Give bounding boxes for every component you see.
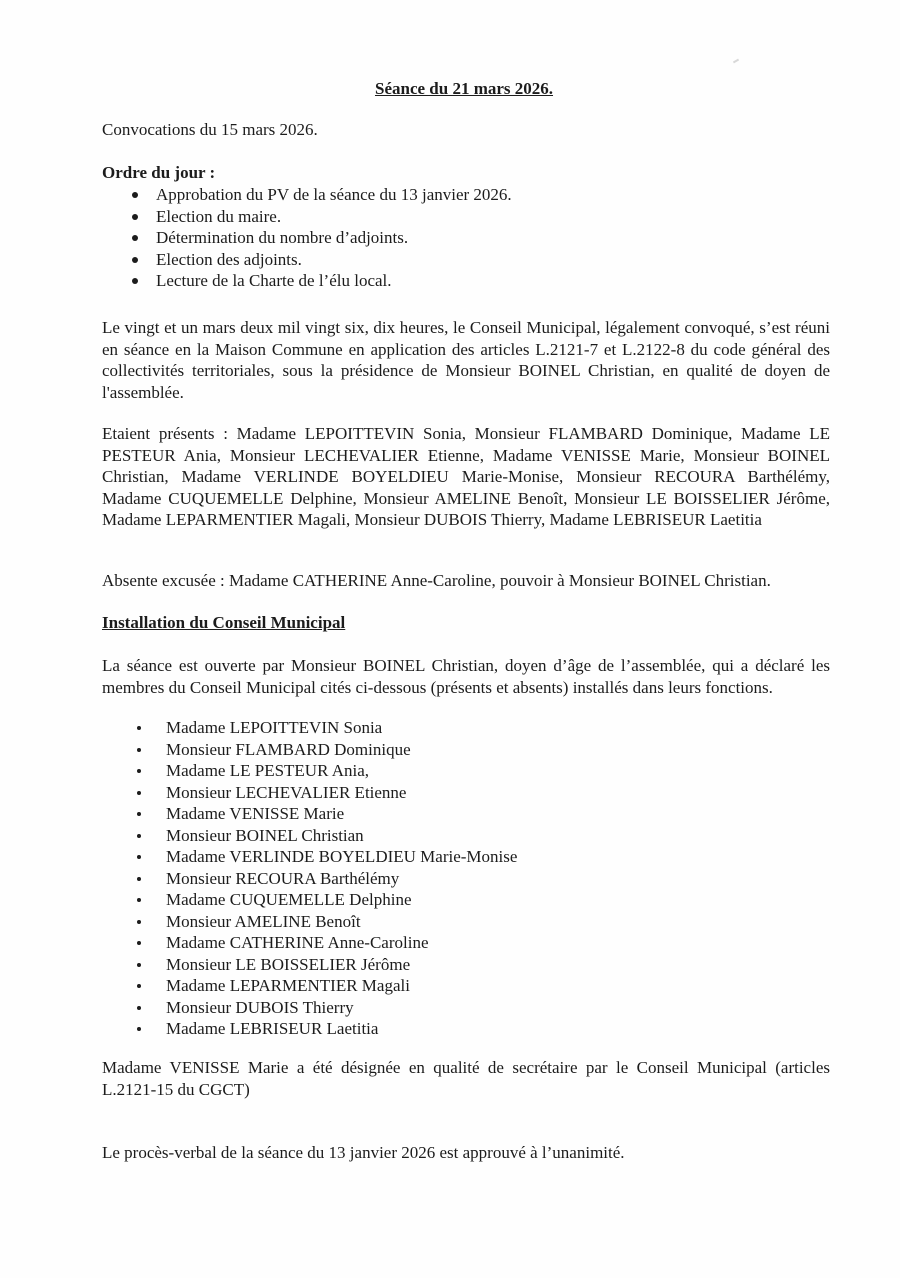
approval-paragraph: Le procès-verbal de la séance du 13 janvier 2026 est approuvé à l’unanimité. [102, 1143, 625, 1162]
agenda-item: Election des adjoints. [102, 249, 830, 271]
member-item: Monsieur LE BOISSELIER Jérôme [102, 954, 830, 976]
agenda-item: Lecture de la Charte de l’élu local. [102, 270, 830, 292]
section-heading: Installation du Conseil Municipal [102, 613, 346, 632]
member-item: Monsieur LECHEVALIER Etienne [102, 782, 830, 804]
secretary-paragraph: Madame VENISSE Marie a été désignée en qualité de secrétaire par le Conseil Municipal (articles L.2121-15 du CGCT) [102, 1058, 830, 1099]
intro-paragraph: Le vingt et un mars deux mil vingt six, dix heures, le Conseil Municipal, légalement convoqué, s’est réuni en séance en la Maison Commune en application des articles L.2121-7 et L.2122-8 du code général des collectivités territoriales, sous la présidence de Monsieur BOINEL Christian, en qualité de doyen de l'assemblée. [102, 318, 830, 402]
member-item: Madame LEPOITTEVIN Sonia [102, 717, 830, 739]
member-item: Monsieur BOINEL Christian [102, 825, 830, 847]
agenda-item: Approbation du PV de la séance du 13 janvier 2026. [102, 184, 830, 206]
member-item: Madame LE PESTEUR Ania, [102, 760, 830, 782]
member-item: Monsieur DUBOIS Thierry [102, 997, 830, 1019]
convocations-line: Convocations du 15 mars 2026. [102, 120, 318, 139]
installation-paragraph: La séance est ouverte par Monsieur BOINEL Christian, doyen d’âge de l’assemblée, qui a déclaré les membres du Conseil Municipal cités ci-dessous (présents et absents) installés dans leurs fonctions. [102, 656, 830, 697]
agenda-heading: Ordre du jour : [102, 163, 216, 182]
present-members-paragraph: Etaient présents : Madame LEPOITTEVIN Sonia, Monsieur FLAMBARD Dominique, Madame LE PESTEUR Ania, Monsieur LECHEVALIER Etienne, Madame VENISSE Marie, Monsieur BOINEL Christian, Madame VERLINDE BOYELDIEU Marie-Monise, Monsieur RECOURA Barthélémy, Madame CUQUEMELLE Delphine, Monsieur AMELINE Benoît, Monsieur LE BOISSELIER Jérôme, Madame LEPARMENTIER Magali, Monsieur DUBOIS Thierry, Madame LEBRISEUR Laetitia [102, 424, 830, 529]
member-item: Madame VENISSE Marie [102, 803, 830, 825]
member-item: Monsieur FLAMBARD Dominique [102, 739, 830, 761]
member-item: Madame CUQUEMELLE Delphine [102, 889, 830, 911]
member-item: Madame LEPARMENTIER Magali [102, 975, 830, 997]
scan-mark [733, 59, 739, 64]
absent-paragraph: Absente excusée : Madame CATHERINE Anne-Caroline, pouvoir à Monsieur BOINEL Christian. [102, 571, 771, 590]
member-item: Madame CATHERINE Anne-Caroline [102, 932, 830, 954]
agenda-item: Détermination du nombre d’adjoints. [102, 227, 830, 249]
agenda-list [102, 184, 830, 292]
page-title: Séance du 21 mars 2026. [374, 79, 554, 98]
member-item: Monsieur AMELINE Benoît [102, 911, 830, 933]
members-list [102, 717, 830, 1040]
agenda-item: Election du maire. [102, 206, 830, 228]
member-item: Madame LEBRISEUR Laetitia [102, 1018, 830, 1040]
member-item: Monsieur RECOURA Barthélémy [102, 868, 830, 890]
member-item: Madame VERLINDE BOYELDIEU Marie-Monise [102, 846, 830, 868]
